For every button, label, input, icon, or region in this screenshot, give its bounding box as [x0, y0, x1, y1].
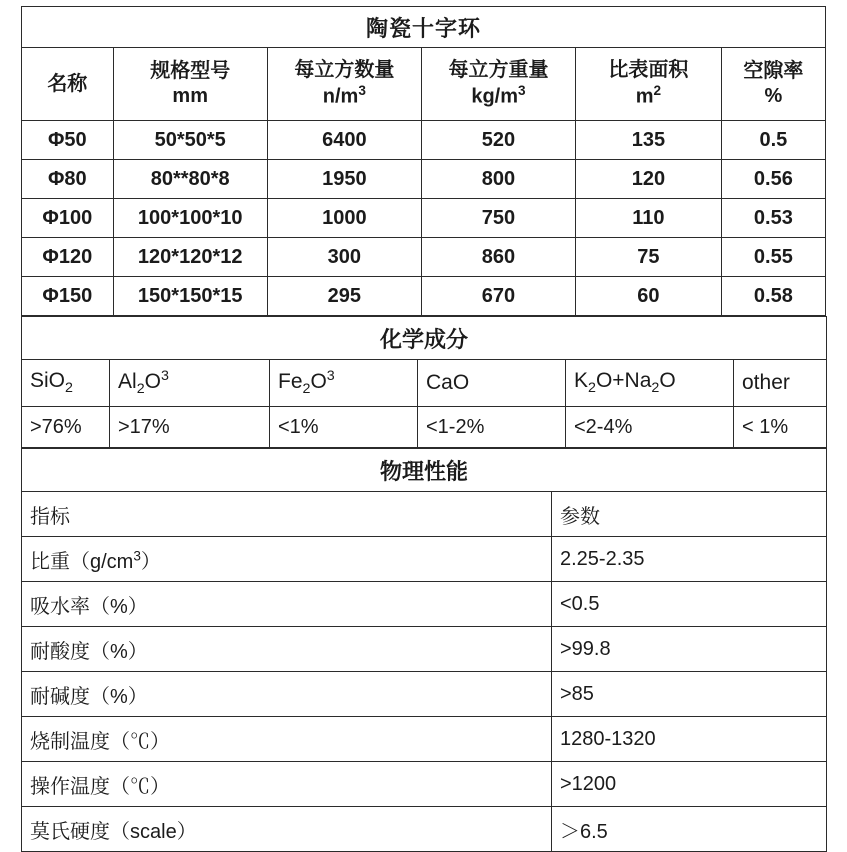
cell-count: 295	[267, 277, 421, 316]
cell-weight: 800	[421, 160, 575, 199]
cell-void-ratio: 0.58	[721, 277, 825, 316]
chemical-value-k2o-na2o: <2-4%	[566, 407, 734, 448]
cell-name: Φ100	[22, 199, 114, 238]
physical-row	[22, 537, 827, 582]
column-header-model	[113, 48, 267, 121]
physical-value-firing-temperature: 1280-1320	[552, 717, 827, 762]
physical-value-alkali-resistance: >85	[552, 672, 827, 717]
physical-row	[22, 807, 827, 852]
column-header-void-ratio	[721, 48, 825, 121]
physical-row	[22, 762, 827, 807]
table-row	[22, 121, 826, 160]
chemical-value-fe2o3: <1%	[270, 407, 418, 448]
chemical-component-cao: CaO	[418, 360, 566, 407]
physical-label-acid-resistance: 耐酸度（%）	[22, 627, 552, 672]
chemical-component-fe2o3: $Fe_2O^3$	[270, 360, 418, 407]
chemical-section-title-row	[22, 317, 827, 360]
cell-void-ratio: 0.53	[721, 199, 825, 238]
physical-label-water-absorption: 吸水率（%）	[22, 582, 552, 627]
physical-row	[22, 717, 827, 762]
chemical-value-al2o3: >17%	[110, 407, 270, 448]
column-header-surface-area	[576, 48, 722, 121]
column-header-count	[267, 48, 421, 121]
chemical-component-sio2: SiO$_2$	[22, 360, 110, 407]
chemical-section-title: 化学成分	[22, 317, 827, 360]
physical-header-row	[22, 492, 827, 537]
cell-surface-area: 60	[576, 277, 722, 316]
chemical-value-row	[22, 407, 827, 448]
cell-surface-area: 75	[576, 238, 722, 277]
cell-model: 100*100*10	[113, 199, 267, 238]
chemical-component-k2o-na2o: $K_2O+Na_2O$	[566, 360, 734, 407]
physical-row	[22, 582, 827, 627]
chemical-component-other: other	[734, 360, 827, 407]
column-header-count-line1: 每立方数量	[294, 59, 395, 82]
column-header-void-ratio-line2: %	[764, 85, 783, 107]
chemical-component-al2o3: $Al_2O^3$	[110, 360, 270, 407]
column-header-weight-line2: $kg/m^3$	[471, 83, 526, 108]
cell-count: 6400	[267, 121, 421, 160]
cell-void-ratio: 0.56	[721, 160, 825, 199]
cell-weight: 520	[421, 121, 575, 160]
chemical-value-sio2: >76%	[22, 407, 110, 448]
cell-model: 150*150*15	[113, 277, 267, 316]
physical-section-title-row	[22, 449, 827, 492]
physical-section-title: 物理性能	[22, 449, 827, 492]
table-title-row	[22, 7, 826, 48]
cell-weight: 860	[421, 238, 575, 277]
spec-sheet	[21, 0, 826, 852]
table-header-row	[22, 48, 826, 121]
chemical-header-row	[22, 360, 827, 407]
column-header-count-line2: $n/m^3$	[322, 83, 366, 108]
cell-model: 80**80*8	[113, 160, 267, 199]
cell-count: 300	[267, 238, 421, 277]
cell-surface-area: 120	[576, 160, 722, 199]
column-header-surface-area-line2: $m^2$	[635, 83, 662, 108]
specification-table	[21, 6, 826, 316]
physical-label-firing-temperature: 烧制温度（℃）	[22, 717, 552, 762]
cell-surface-area: 135	[576, 121, 722, 160]
chemical-value-cao: <1-2%	[418, 407, 566, 448]
physical-value-mohs-hardness: ＞6.5	[552, 807, 827, 852]
column-header-name	[22, 48, 114, 121]
cell-weight: 670	[421, 277, 575, 316]
column-header-model-line1: 规格型号	[150, 60, 231, 82]
physical-label-density: 比重$(g/cm^3)$	[22, 537, 552, 582]
table-row	[22, 160, 826, 199]
cell-weight: 750	[421, 199, 575, 238]
physical-label-mohs-hardness: 莫氏硬度（scale）	[22, 807, 552, 852]
table-row	[22, 199, 826, 238]
cell-count: 1000	[267, 199, 421, 238]
column-header-weight-line1: 每立方重量	[448, 59, 549, 82]
column-header-weight	[421, 48, 575, 121]
cell-name: Φ80	[22, 160, 114, 199]
physical-properties-table	[21, 448, 827, 852]
physical-value-density: 2.25-2.35	[552, 537, 827, 582]
physical-value-operating-temperature: >1200	[552, 762, 827, 807]
column-header-surface-area-line1: 比表面积	[608, 59, 689, 82]
cell-name: Φ120	[22, 238, 114, 277]
chemical-composition-table	[21, 316, 827, 448]
cell-void-ratio: 0.55	[721, 238, 825, 277]
physical-row	[22, 627, 827, 672]
chemical-value-other: < 1%	[734, 407, 827, 448]
physical-label-operating-temperature: 操作温度（℃）	[22, 762, 552, 807]
column-header-name-line1: 名称	[47, 72, 88, 95]
page-title: 陶瓷十字环	[22, 7, 826, 48]
cell-model: 50*50*5	[113, 121, 267, 160]
physical-column-header-index: 指标	[22, 492, 552, 537]
cell-name: Φ150	[22, 277, 114, 316]
table-row	[22, 238, 826, 277]
physical-column-header-parameter: 参数	[552, 492, 827, 537]
physical-label-alkali-resistance: 耐碱度（%）	[22, 672, 552, 717]
physical-row	[22, 672, 827, 717]
physical-value-water-absorption: <0.5	[552, 582, 827, 627]
cell-void-ratio: 0.5	[721, 121, 825, 160]
column-header-void-ratio-line1: 空隙率	[743, 60, 804, 82]
cell-name: Φ50	[22, 121, 114, 160]
cell-surface-area: 110	[576, 199, 722, 238]
cell-count: 1950	[267, 160, 421, 199]
physical-value-acid-resistance: >99.8	[552, 627, 827, 672]
cell-model: 120*120*12	[113, 238, 267, 277]
table-row	[22, 277, 826, 316]
column-header-model-line2: mm	[172, 85, 208, 107]
